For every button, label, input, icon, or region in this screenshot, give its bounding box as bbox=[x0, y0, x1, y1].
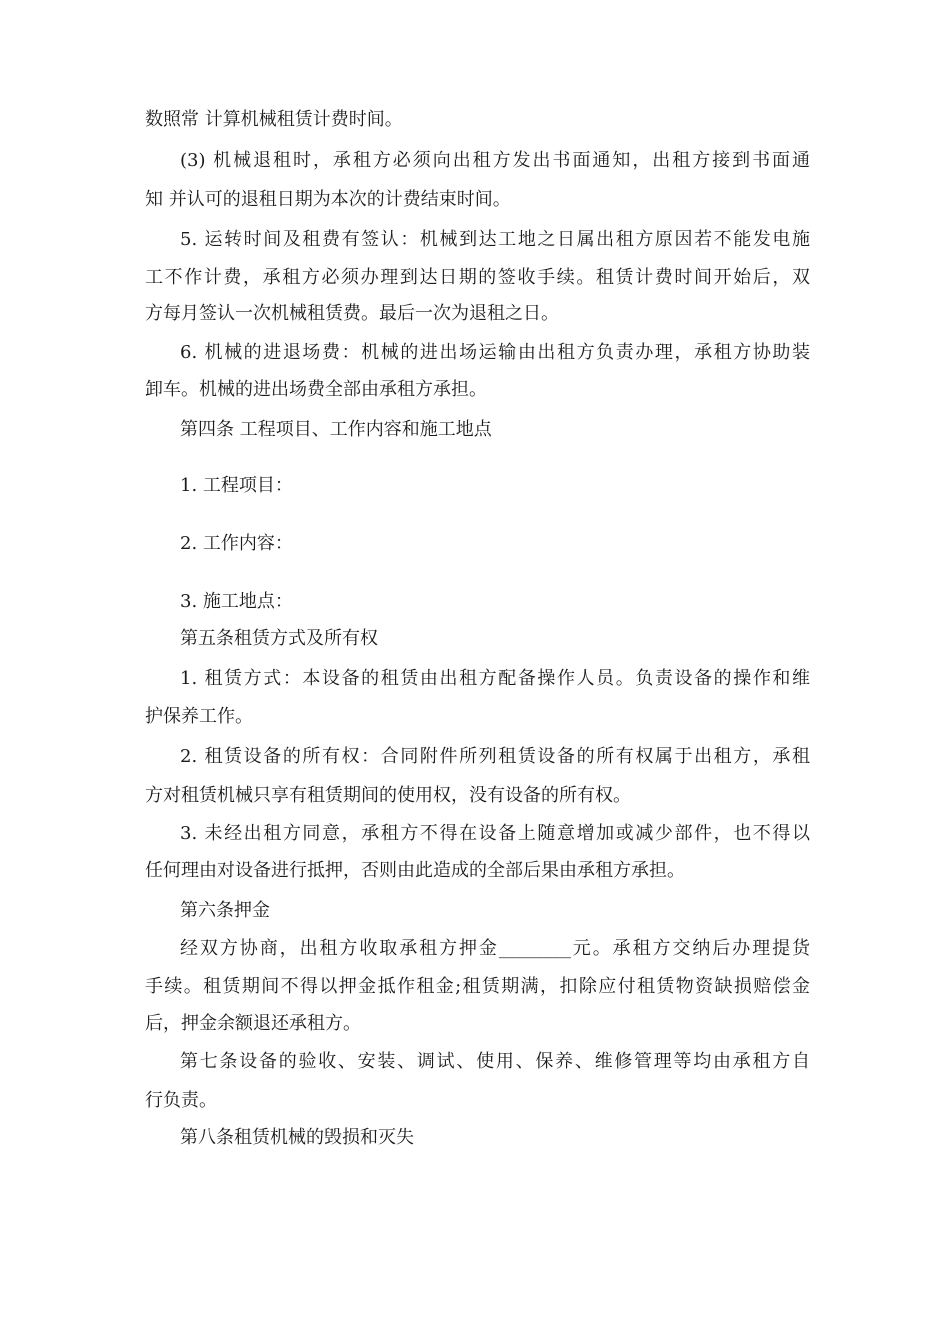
text-line: 1. 租赁方式：本设备的租赁由出租方配备操作人员。负责设备的操作和维 bbox=[180, 668, 810, 689]
text-line: 后，押金余额退还承租方。 bbox=[145, 1013, 361, 1034]
text-line: 任何理由对设备进行抵押，否则由此造成的全部后果由承租方承担。 bbox=[145, 860, 685, 881]
text-line: 5. 运转时间及租费有签认：机械到达工地之日属出租方原因若不能发电施 bbox=[180, 229, 810, 250]
section-heading: 第七条设备的验收、安装、调试、使用、保养、维修管理等均由承租方自 bbox=[180, 1051, 810, 1072]
text-line: 2. 租赁设备的所有权：合同附件所列租赁设备的所有权属于出租方，承租 bbox=[180, 746, 810, 767]
section-heading: 第八条租赁机械的毁损和灭失 bbox=[180, 1127, 414, 1148]
text-line: 经双方协商，出租方收取承租方押金________元。承租方交纳后办理提货 bbox=[180, 938, 810, 959]
section-heading: 第六条押金 bbox=[180, 900, 270, 921]
text-line: 卸车。机械的进出场费全部由承租方承担。 bbox=[145, 379, 487, 400]
text-line: 2. 工作内容： bbox=[180, 533, 293, 554]
text-line: 行负责。 bbox=[145, 1090, 217, 1111]
text-line: 工不作计费，承租方必须办理到达日期的签收手续。租赁计费时间开始后，双 bbox=[145, 267, 810, 288]
text-line: 数照常 计算机械租赁计费时间。 bbox=[145, 109, 403, 130]
text-line: 护保养工作。 bbox=[145, 706, 253, 727]
text-line: 知 并认可的退租日期为本次的计费结束时间。 bbox=[145, 189, 511, 210]
text-line: 3. 未经出租方同意，承租方不得在设备上随意增加或减少部件，也不得以 bbox=[180, 823, 810, 844]
text-line: 方对租赁机械只享有租赁期间的使用权，没有设备的所有权。 bbox=[145, 785, 631, 806]
text-line: 1. 工程项目： bbox=[180, 475, 293, 496]
text-line: (3) 机械退租时，承租方必须向出租方发出书面通知，出租方接到书面通 bbox=[180, 150, 810, 171]
text-line: 3. 施工地点： bbox=[180, 591, 293, 612]
text-line: 6. 机械的进退场费：机械的进出场运输由出租方负责办理，承租方协助装 bbox=[180, 342, 810, 363]
section-heading: 第五条租赁方式及所有权 bbox=[180, 628, 378, 649]
text-line: 手续。租赁期间不得以押金抵作租金;租赁期满，扣除应付租赁物资缺损赔偿金 bbox=[145, 976, 810, 997]
text-line: 方每月签认一次机械租赁费。最后一次为退租之日。 bbox=[145, 303, 559, 324]
section-heading: 第四条 工程项目、工作内容和施工地点 bbox=[180, 419, 492, 440]
